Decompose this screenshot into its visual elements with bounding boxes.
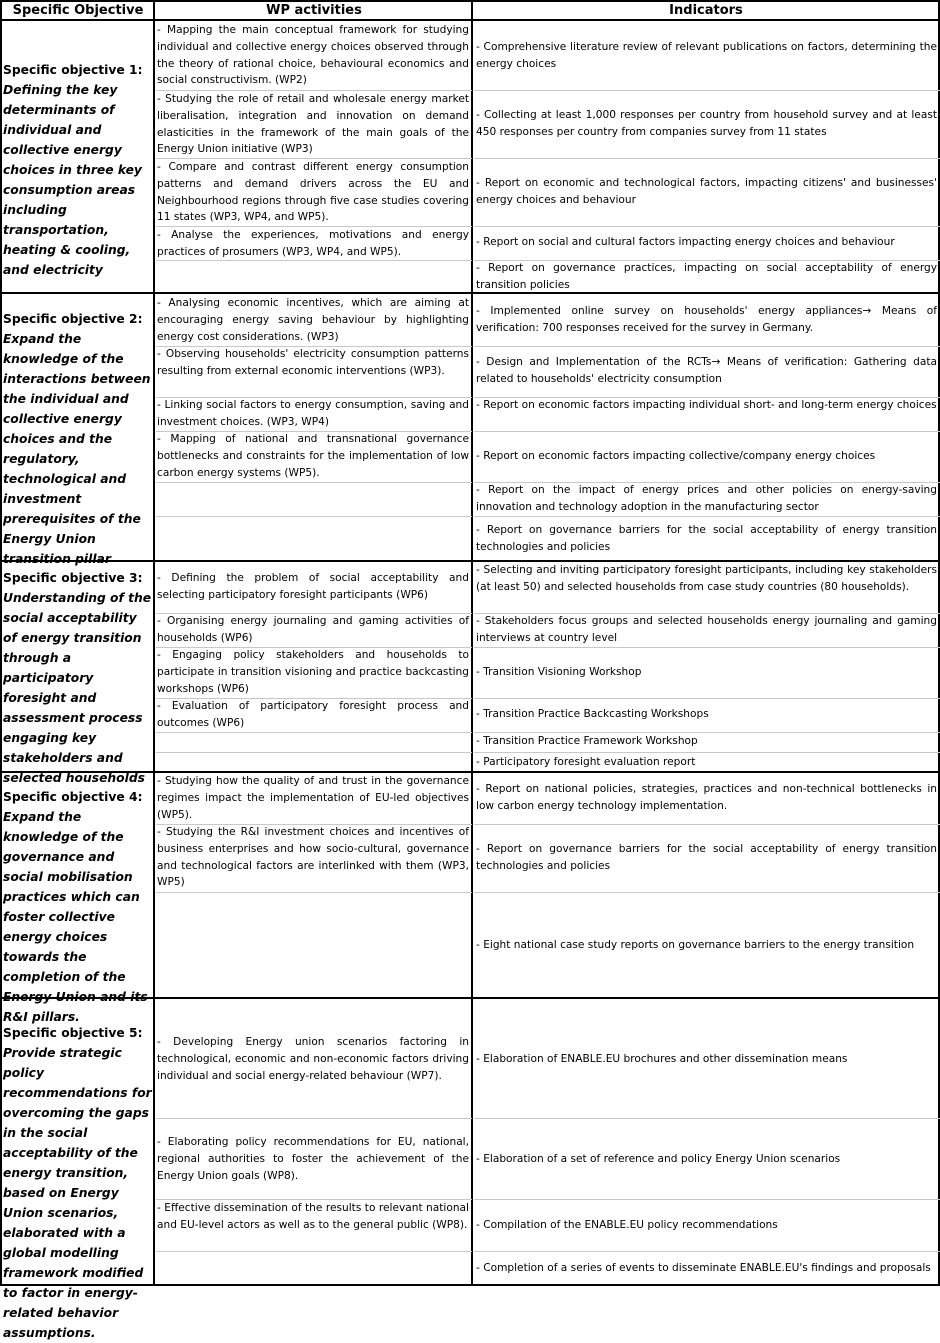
indicator-item: - Report on governance barriers for the social acceptability of energy transition technologies and policies bbox=[476, 843, 937, 872]
objective-title: Specific objective 5: bbox=[3, 1026, 143, 1040]
activity-item: - Defining the problem of social acceptability and selecting participatory foresight participants (WP6) bbox=[157, 572, 469, 601]
row-divider bbox=[156, 752, 472, 753]
indicator-item: - Collecting at least 1,000 responses per country from household survey and at least 450 responses per country from companies survey from 11 states bbox=[476, 109, 937, 138]
indicator-item: - Stakeholders focus groups and selected households energy journaling and gaming interviews at country level bbox=[476, 615, 937, 644]
row-divider bbox=[474, 1251, 940, 1252]
activity-item: - Developing Energy union scenarios factoring in technological, economic and non-economic factors driving individual and social energy-related behaviour (WP7). bbox=[157, 1036, 469, 1082]
objective-description: Understanding of the social acceptability of energy transition through a participatory foresight and assessment process engaging key stakeholders and selected households bbox=[3, 591, 152, 785]
header-indicators: Indicators bbox=[472, 0, 940, 21]
row-divider bbox=[474, 1199, 940, 1200]
activity-item: - Effective dissemination of the results to relevant national and EU-level actors as well as to the general public (WP8). bbox=[157, 1202, 469, 1231]
activity-item: - Observing households' electricity consumption patterns resulting from external economic interventions (WP3). bbox=[157, 348, 469, 377]
indicator-item: - Transition Practice Backcasting Workshops bbox=[476, 708, 709, 720]
row-divider bbox=[156, 732, 472, 733]
activity-item: - Compare and contrast different energy consumption patterns and demand drivers across the EU and Neighbourhood regions through five case studies covering 11 states (WP3, WP4, and WP5). bbox=[157, 161, 469, 224]
objective-4-cell bbox=[3, 787, 152, 1027]
row-divider bbox=[156, 260, 472, 261]
indicator-item: - Transition Visioning Workshop bbox=[476, 666, 642, 678]
activity-item: - Evaluation of participatory foresight process and outcomes (WP6) bbox=[157, 700, 469, 729]
objective-title: Specific objective 1: bbox=[3, 63, 143, 77]
activity-item: - Engaging policy stakeholders and households to participate in transition visioning and practice backcasting workshops (WP6) bbox=[157, 649, 469, 695]
row-divider bbox=[156, 892, 472, 893]
indicator-item: - Report on economic factors impacting collective/company energy choices bbox=[476, 450, 876, 462]
indicator-item: - Report on governance barriers for the social acceptability of energy transition technologies and policies bbox=[476, 524, 937, 553]
objective-description: Expand the knowledge of the interactions between the individual and collective energy choices and the regulatory, technological and investment prerequisites of the Energy Union transition pillar bbox=[3, 332, 151, 566]
activity-item: - Studying the role of retail and wholesale energy market liberalisation, integration and innovation on demand elasticities in the framework of the main goals of the Energy Union initiative (WP3) bbox=[157, 93, 469, 156]
indicator-item: - Eight national case study reports on governance barriers to the energy transition bbox=[476, 939, 915, 951]
objective-description: Expand the knowledge of the governance and social mobilisation practices which can foster collective energy choices towards the completion of the Energy Union and its R&I pillars. bbox=[3, 810, 148, 1024]
row-divider bbox=[474, 158, 940, 159]
objective-1-cell bbox=[3, 60, 152, 280]
objective-5-cell bbox=[3, 1023, 152, 1343]
activity-item: - Studying the R&I investment choices and incentives of business enterprises and how socio-cultural, governance and technological factors are interlinked with them (WP3, WP5) bbox=[157, 826, 469, 889]
objective-3-cell bbox=[3, 568, 152, 788]
objective-title: Specific objective 3: bbox=[3, 571, 143, 585]
indicator-item: - Completion of a series of events to disseminate ENABLE.EU's findings and proposals bbox=[476, 1262, 931, 1274]
indicator-item: - Elaboration of a set of reference and policy Energy Union scenarios bbox=[476, 1153, 841, 1165]
indicator-item: - Compilation of the ENABLE.EU policy recommendations bbox=[476, 1219, 778, 1231]
activity-item: - Analysing economic incentives, which are aiming at encouraging energy saving behaviour by highlighting energy cost considerations. (WP3) bbox=[157, 297, 469, 343]
activity-item: - Mapping the main conceptual framework for studying individual and collective energy choices observed through the theory of rational choice, behavioural economics and social constructivism. (WP2) bbox=[157, 24, 469, 87]
header-specific-objective: Specific Objective bbox=[0, 0, 156, 21]
activity-item: - Studying how the quality of and trust in the governance regimes impact the implementation of EU-led objectives (WP5). bbox=[157, 775, 469, 821]
activity-item: - Analyse the experiences, motivations and energy practices of prosumers (WP3, WP4, and WP5). bbox=[157, 229, 469, 258]
indicator-item: - Elaboration of ENABLE.EU brochures and other dissemination means bbox=[476, 1053, 848, 1065]
indicator-item: - Transition Practice Framework Workshop bbox=[476, 735, 698, 747]
indicator-item: - Report on social and cultural factors impacting energy choices and behaviour bbox=[476, 236, 895, 248]
indicator-item: - Selecting and inviting participatory foresight participants, including key stakeholders (at least 50) and selected households from case study countries (80 households). bbox=[476, 564, 937, 593]
row-divider bbox=[474, 226, 940, 227]
objective-description: Defining the key determinants of individual and collective energy choices in three key consumption areas including transportation, heating & cooling, and electricity bbox=[3, 83, 142, 277]
objective-description: Provide strategic policy recommendations for overcoming the gaps in the social acceptability of the energy transition, based on Energy Union scenarios, elaborated with a global modelling framework modified to factor in energy-related behavior assumptions. bbox=[3, 1046, 152, 1340]
row-divider bbox=[474, 647, 940, 648]
indicator-item: - Report on economic and technological factors, impacting citizens' and businesses' energy choices and behaviour bbox=[476, 177, 937, 206]
indicator-item: - Report on the impact of energy prices and other policies on energy-saving innovation and technology adoption in the manufacturing sector bbox=[476, 484, 937, 513]
row-divider bbox=[474, 698, 940, 699]
row-divider bbox=[156, 482, 472, 483]
activity-item: - Linking social factors to energy consumption, saving and investment choices. (WP3, WP4) bbox=[157, 399, 469, 428]
row-divider bbox=[474, 892, 940, 893]
row-divider bbox=[474, 1118, 940, 1119]
row-divider bbox=[156, 516, 472, 517]
objective-title: Specific objective 4: bbox=[3, 790, 143, 804]
row-divider bbox=[474, 752, 940, 753]
indicator-item: - Comprehensive literature review of relevant publications on factors, determining the energy choices bbox=[476, 41, 937, 70]
row-divider bbox=[474, 824, 940, 825]
activity-item: - Organising energy journaling and gaming activities of households (WP6) bbox=[157, 615, 469, 644]
indicator-item: - Participatory foresight evaluation report bbox=[476, 756, 696, 768]
row-divider bbox=[474, 516, 940, 517]
indicator-item: - Report on national policies, strategies, practices and non-technical bottlenecks in low carbon energy technology implementation. bbox=[476, 783, 937, 812]
activity-item: - Mapping of national and transnational governance bottlenecks and constraints for the implementation of low carbon energy systems (WP5). bbox=[157, 433, 469, 479]
row-divider bbox=[474, 346, 940, 347]
indicator-item: - Implemented online survey on households' energy appliances→ Means of verification: 700 responses received for the survey in Germany. bbox=[476, 305, 937, 334]
row-divider bbox=[156, 1251, 472, 1252]
objective-2-cell bbox=[3, 309, 152, 569]
objective-title: Specific objective 2: bbox=[3, 312, 143, 326]
indicator-item: - Report on governance practices, impacting on social acceptability of energy transition policies bbox=[476, 262, 937, 291]
row-divider bbox=[156, 1118, 472, 1119]
row-divider bbox=[474, 431, 940, 432]
indicator-item: - Design and Implementation of the RCTs→ Means of verification: Gathering data related to households' electricity consumption bbox=[476, 356, 937, 385]
indicator-item: - Report on economic factors impacting individual short- and long-term energy choices bbox=[476, 399, 937, 411]
activity-item: - Elaborating policy recommendations for EU, national, regional authorities to foster the achievement of the Energy Union goals (WP8). bbox=[157, 1136, 469, 1182]
header-wp-activities: WP activities bbox=[154, 0, 474, 21]
row-divider bbox=[474, 90, 940, 91]
